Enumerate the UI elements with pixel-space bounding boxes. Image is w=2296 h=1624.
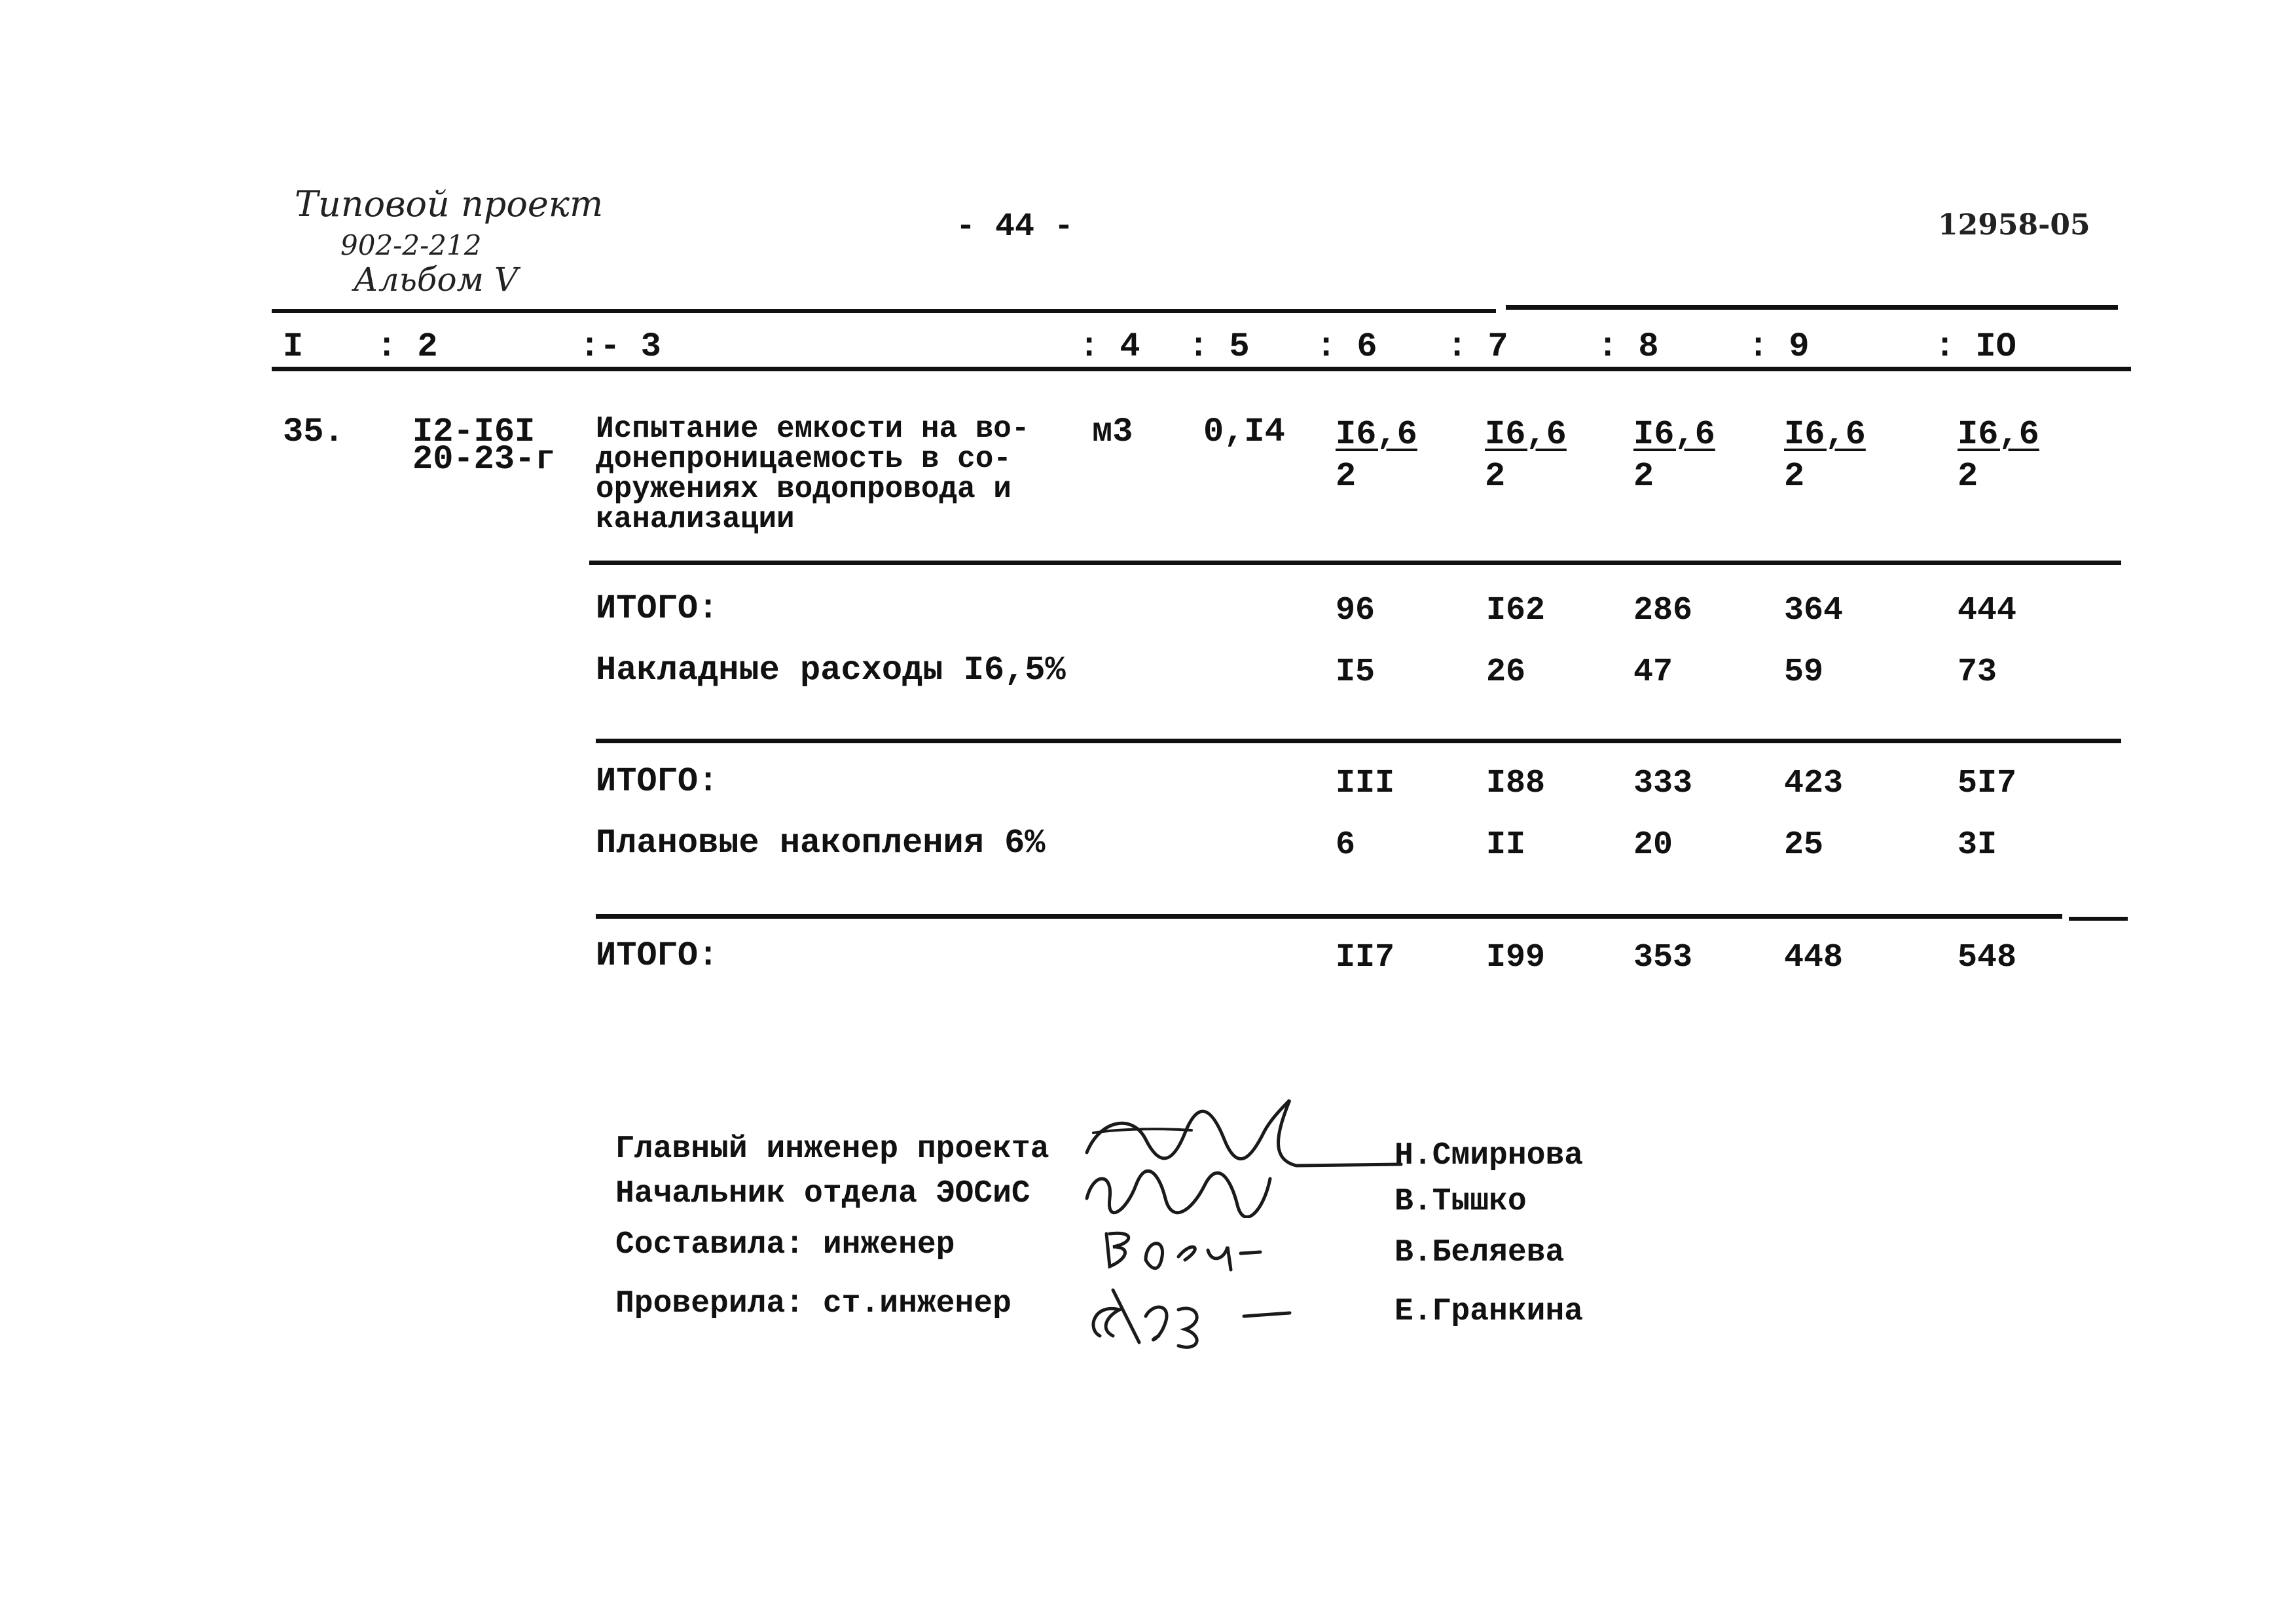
row-label: Плановые накопления 6% (596, 824, 1046, 862)
doc-code: 12958-05 (1938, 208, 2090, 242)
row-value: III (1336, 765, 1395, 802)
row-label: ИТОГО: (596, 762, 719, 801)
row-label: Накладные расходы I6,5% (596, 651, 1066, 690)
item-col8-top: I6,6 (1633, 415, 1715, 454)
signatory-role: Составила: инженер (615, 1227, 955, 1263)
stamp-line1: Типовой проект (295, 183, 604, 225)
header-bottom-rule (272, 367, 2131, 371)
row-value: I62 (1486, 592, 1546, 629)
row-value: II (1486, 826, 1526, 864)
signatory-role: Главный инженер проекта (615, 1132, 1049, 1167)
col-header-4: : 4 (1079, 327, 1140, 366)
item-col7-bottom: 2 (1485, 457, 1506, 496)
row-value: 26 (1486, 654, 1526, 691)
item-quantity: 0,I4 (1203, 413, 1285, 451)
signature-tyshko (1074, 1166, 1296, 1218)
row-value: II7 (1336, 939, 1395, 976)
header-top-rule (272, 309, 1496, 313)
row-value: 333 (1633, 765, 1693, 802)
col-header-5: : 5 (1188, 327, 1250, 366)
item-col7-top: I6,6 (1485, 415, 1567, 454)
row-value: 3I (1958, 826, 1997, 864)
row-value: 73 (1958, 654, 1997, 691)
row-value: 548 (1958, 939, 2017, 976)
page-number: - 44 - (956, 208, 1074, 246)
item-col9-top: I6,6 (1784, 415, 1866, 454)
row-value: 25 (1784, 826, 1824, 864)
col-header-1: I (283, 327, 304, 366)
signatory-role: Начальник отдела ЭОСиС (615, 1176, 1030, 1211)
row-value: 448 (1784, 939, 1844, 976)
col-header-3: :- 3 (579, 327, 661, 366)
item-col6-top: I6,6 (1336, 415, 1417, 454)
item-unit: м3 (1092, 413, 1133, 451)
item-col10-bottom: 2 (1958, 457, 1978, 496)
signatory-role: Проверила: ст.инженер (615, 1286, 1011, 1321)
signatory-name: В.Тышко (1394, 1184, 1527, 1219)
row-label: ИТОГО: (596, 936, 719, 975)
row-value: 364 (1784, 592, 1844, 629)
col-header-6: : 6 (1316, 327, 1377, 366)
item-col6-bottom: 2 (1336, 457, 1357, 496)
row-value: 444 (1958, 592, 2017, 629)
subtotal-rule-2 (596, 914, 2062, 919)
subtotal-rule-1 (596, 739, 2121, 743)
row-value: 423 (1784, 765, 1844, 802)
row-value: 96 (1336, 592, 1376, 629)
signatory-name: Е.Гранкина (1394, 1294, 1584, 1329)
row-label: ИТОГО: (596, 589, 719, 628)
row-value: 47 (1633, 654, 1673, 691)
col-header-9: : 9 (1748, 327, 1810, 366)
row-value: 20 (1633, 826, 1673, 864)
row-value: 6 (1336, 826, 1356, 864)
col-header-7: : 7 (1447, 327, 1508, 366)
row-value: I88 (1486, 765, 1546, 802)
subtotal-rule-2-right (2069, 917, 2128, 921)
signature-belyaeva (1100, 1221, 1270, 1273)
signatory-name: Н.Смирнова (1394, 1138, 1584, 1173)
item-bottom-rule (589, 561, 2121, 565)
item-code-line2: 20-23-г (412, 440, 556, 479)
stamp-line2: 902-2-212 (340, 229, 482, 261)
col-header-8: : 8 (1597, 327, 1659, 366)
item-description: Испытание емкости на во- донепроницаемость в со- оружениях водопровода и канализации (596, 412, 1030, 536)
signatory-name: В.Беляева (1394, 1235, 1565, 1270)
item-col8-bottom: 2 (1633, 457, 1654, 496)
item-col10-top: I6,6 (1958, 415, 2039, 454)
item-number: 35. (283, 413, 344, 451)
stamp-line3: Альбом V (354, 261, 519, 299)
row-value: 353 (1633, 939, 1693, 976)
header-top-rule-right (1506, 305, 2118, 310)
signature-grankina (1074, 1277, 1309, 1356)
row-value: 5I7 (1958, 765, 2017, 802)
row-value: I5 (1336, 654, 1376, 691)
col-header-10: : IO (1935, 327, 2016, 366)
item-col9-bottom: 2 (1784, 457, 1805, 496)
col-header-2: : 2 (376, 327, 438, 366)
row-value: 286 (1633, 592, 1693, 629)
row-value: I99 (1486, 939, 1546, 976)
row-value: 59 (1784, 654, 1824, 691)
item-code-line1: I2-I6I (412, 413, 536, 451)
